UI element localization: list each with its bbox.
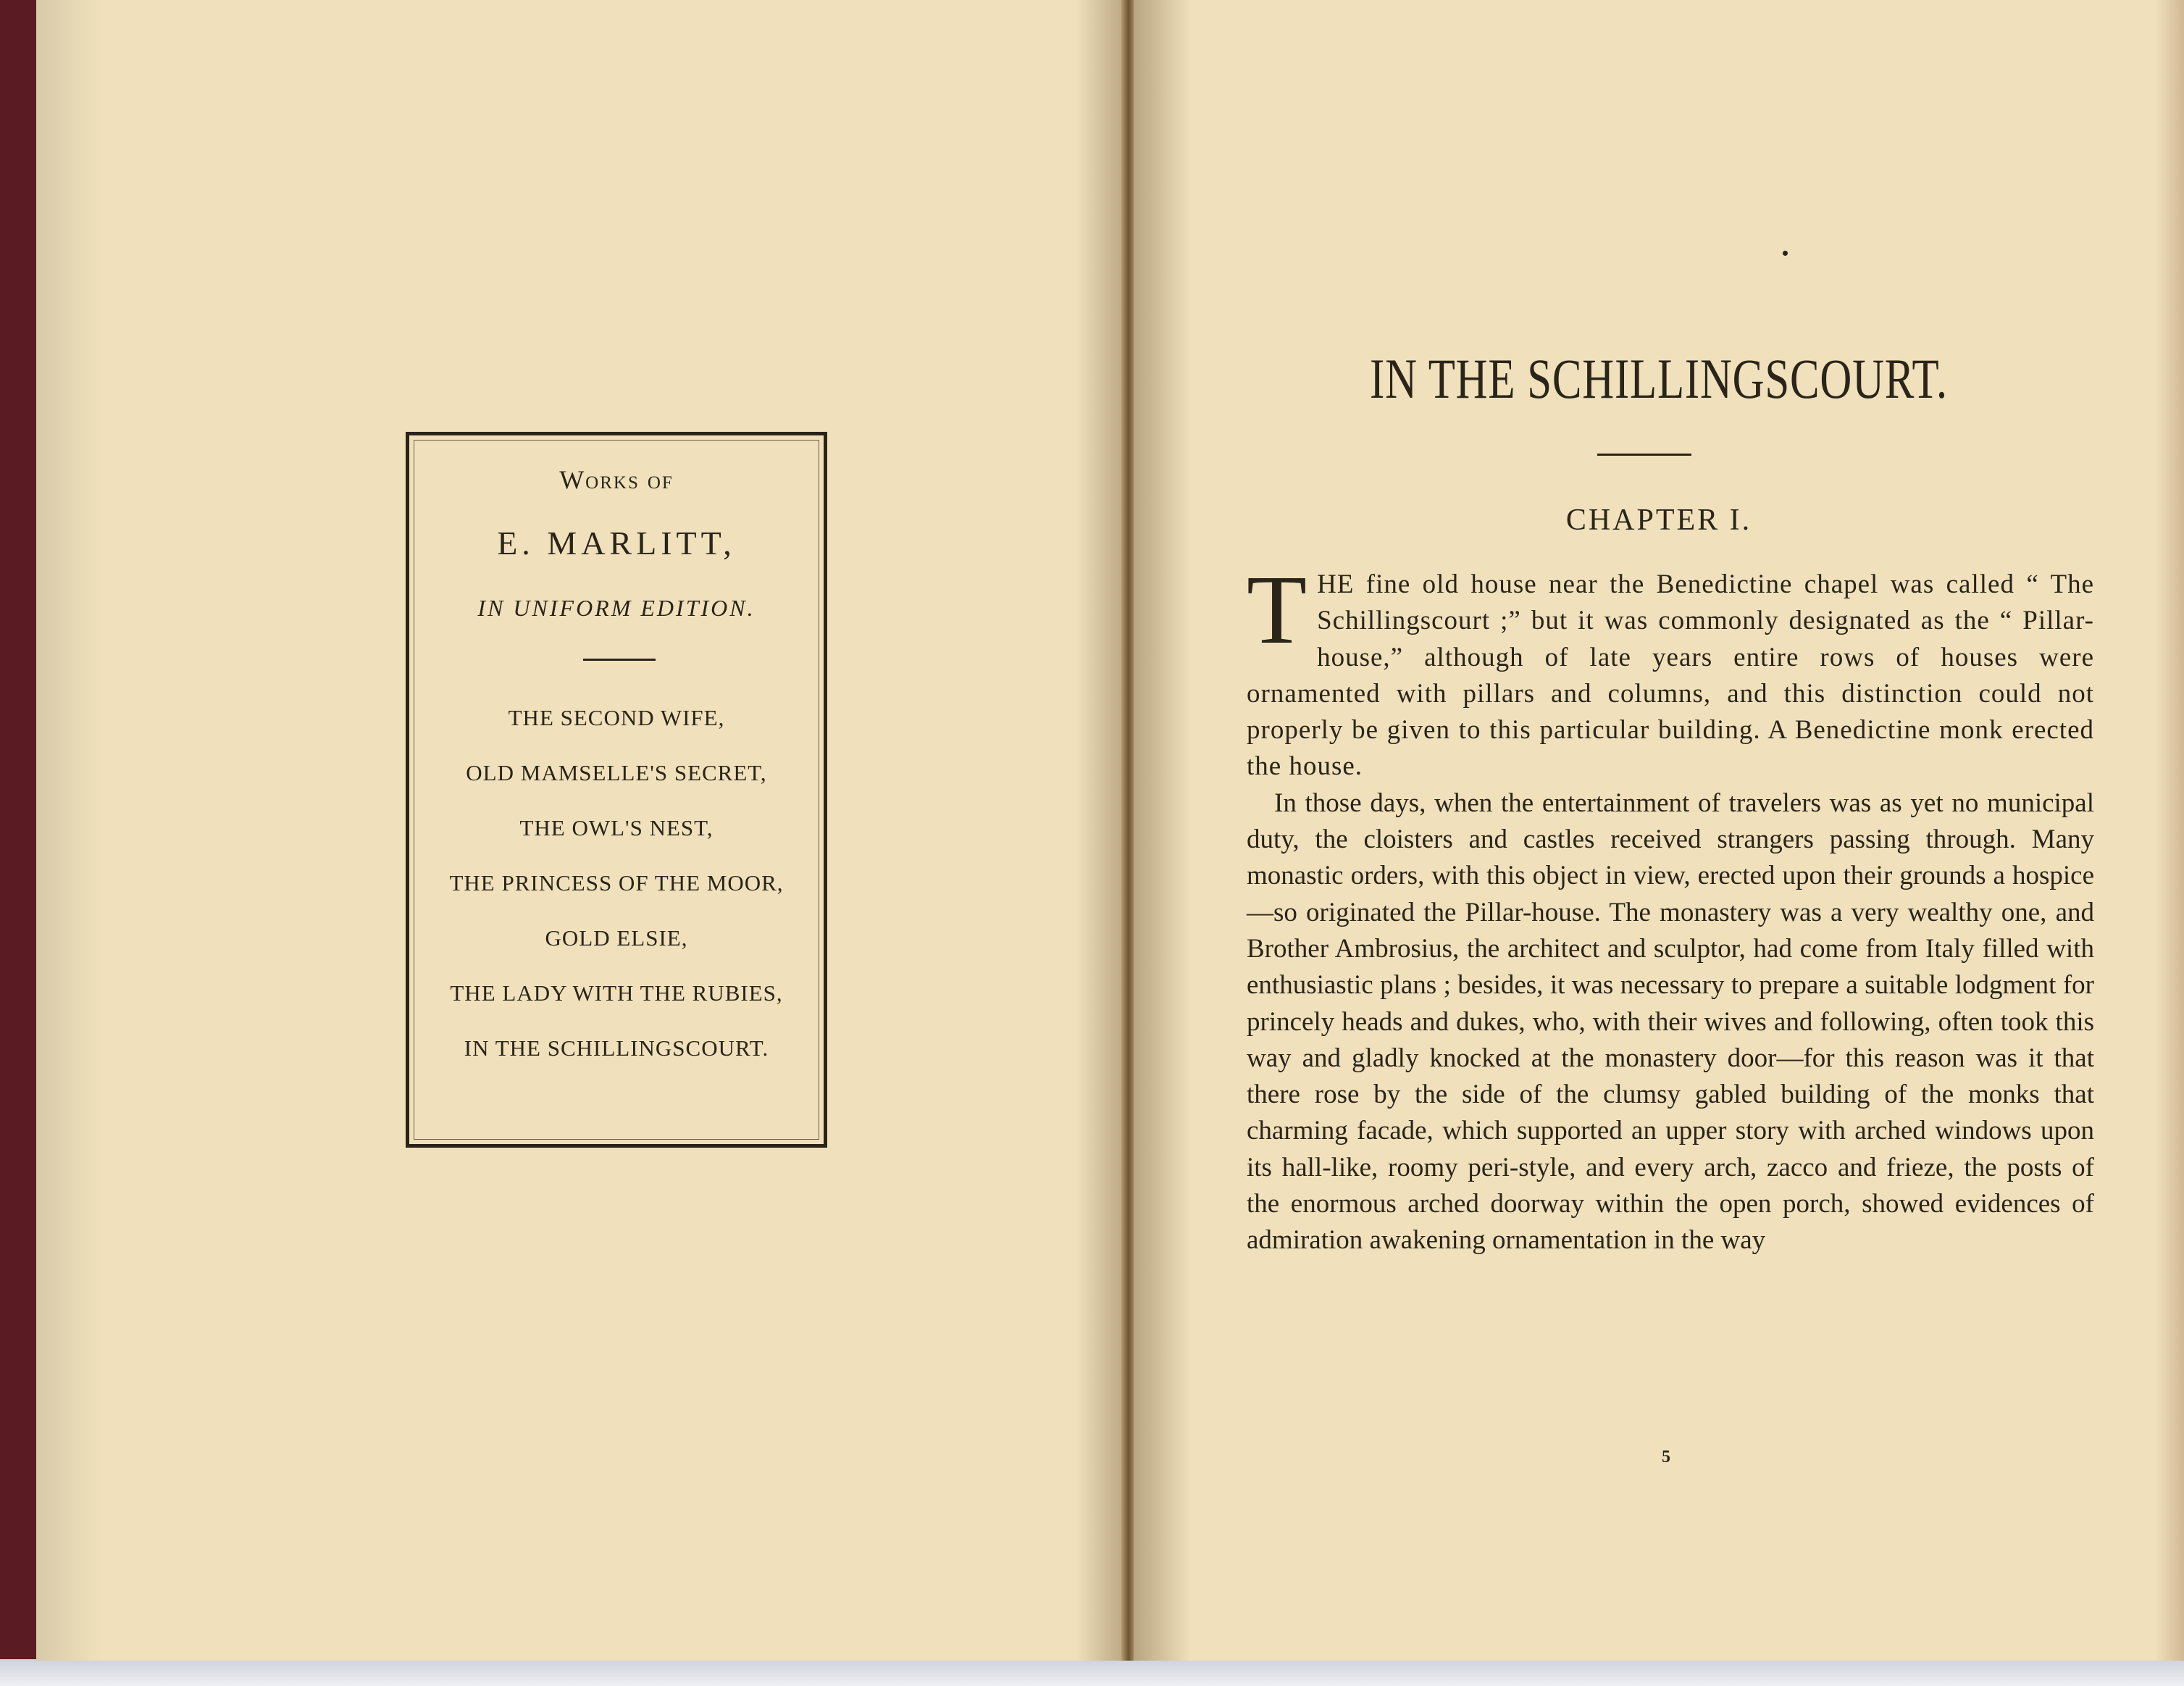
page-number: 5	[1662, 1448, 1670, 1466]
book-title: IN THE SCHILLINGSCOURT.	[1370, 347, 1948, 410]
body-text	[1247, 556, 2094, 1259]
print-speck	[1783, 251, 1788, 256]
work-title: THE SECOND WIFE,	[508, 705, 725, 730]
right-page	[1134, 0, 2184, 1661]
paragraph-text: HE fine old house near the Benedictine chapel was called “ The Schillingscourt ;” but it was commonly designated as the “ Pillar-house,” although of late years entire rows of houses were ornamented with pillars and columns, and this distinction could not properly be given to this particular building. A Benedictine monk erected the house.	[1247, 569, 2094, 782]
work-title: THE LADY WITH THE RUBIES,	[450, 980, 783, 1006]
paragraph	[1247, 556, 2094, 785]
work-title: OLD MAMSELLE'S SECRET,	[466, 760, 767, 785]
work-title: GOLD ELSIE,	[545, 925, 688, 951]
title-divider	[1597, 454, 1691, 456]
advertisement-edition: IN UNIFORM EDITION.	[477, 595, 756, 621]
paragraph: In those days, when the entertainment of travelers was as yet no municipal duty, the cloisters and castles received strangers passing through. Many monastic orders, with this object in view, erected upon their grounds a hospice—so originated the Pillar-house. The monastery was a very wealthy one, and Brother Ambrosius, the architect and sculptor, had come from Italy filled with enthusiastic plans ; besides, it was necessary to prepare a suitable lodgment for princely heads and dukes, who, with their wives and following, often took this way and gladly knocked at the monastery door—for this reason was it that there rose by the side of the clumsy gabled building of the monks that charming facade, which supported an upper story with arched windows upon its hall-like, roomy peri-style, and every arch, zacco and frieze, the posts of the enormous arched doorway within the open porch, showed evidences of admiration awakening ornamentation in the way	[1247, 788, 2094, 1256]
work-title: IN THE SCHILLINGSCOURT.	[464, 1035, 769, 1061]
left-page	[36, 0, 1126, 1661]
drop-cap: T	[1247, 556, 1308, 664]
advertisement-author: E. MARLITT,	[497, 525, 736, 562]
advertisement-heading: Works of	[559, 465, 674, 494]
advertisement-divider	[583, 659, 656, 661]
work-title: THE PRINCESS OF THE MOOR,	[449, 870, 784, 896]
advertisement-box	[406, 432, 827, 1148]
work-title: THE OWL'S NEST,	[519, 815, 714, 840]
scan-bed	[0, 1659, 2184, 1686]
works-list	[431, 704, 802, 1089]
chapter-heading: CHAPTER I.	[1565, 504, 1752, 537]
